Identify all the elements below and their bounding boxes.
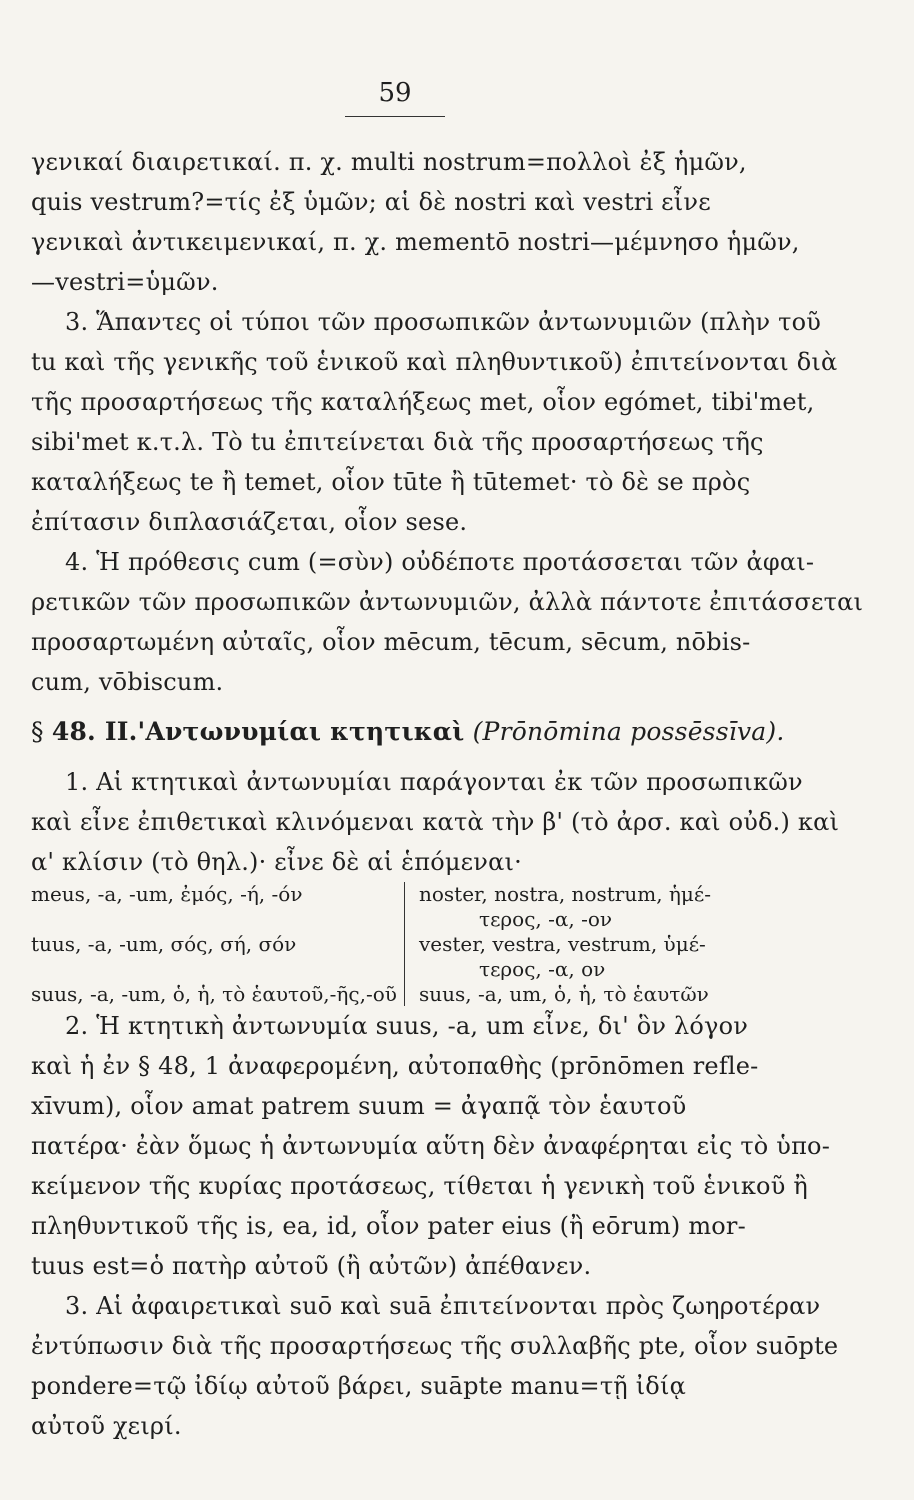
text-line: κείμενον τῆς κυρίας προτάσεως, τίθεται ἡ γενικὴ τοῦ ἑνικοῦ ἢ (31, 1172, 808, 1200)
page-body (31, 142, 864, 1446)
text-line: quis vestrum?=τίς ἐξ ὑμῶν; αἱ δὲ nostri καὶ vestri εἶνε (31, 188, 711, 216)
text-line: ἐντύπωσιν διὰ τῆς προσαρτήσεως τῆς συλλαβῆς pte, οἷον suōpte (31, 1332, 839, 1360)
text-line: xīvum), οἷον amat patrem suum = ἀγαπᾷ τὸν ἑαυτοῦ (31, 1092, 687, 1120)
section-title-latin: (Prōnōmina possēssīva). (472, 717, 785, 746)
text-line: α' κλίσιν (τὸ θηλ.)· εἶνε δὲ αἱ ἑπόμεναι· (31, 848, 522, 876)
form-row-continuation: τερος, -α, -ον (479, 907, 613, 931)
paragraph-2-first-line: 2. Ἡ κτητικὴ ἀντωνυμία suus, -a, um εἶνε, δι' ὃν λόγον (65, 1012, 749, 1040)
paragraph-1-first-line: 1. Αἱ κτητικαὶ ἀντωνυμίαι παράγονται ἐκ τῶν προσωπικῶν (65, 768, 803, 796)
text-line: πατέρα· ἐὰν ὅμως ἡ ἀντωνυμία αὕτη δὲν ἀναφέρηται εἰς τὸ ὑπο- (31, 1132, 831, 1160)
form-row: meus, -a, -um, ἐμός, -ή, -όν (31, 882, 303, 906)
text-line: τῆς προσαρτήσεως τῆς καταλήξεως met, οἷον egómet, tibi'met, (31, 388, 815, 416)
text-line: αὐτοῦ χειρί. (31, 1412, 182, 1440)
forms-plural-column (419, 882, 771, 1007)
form-row-spacer (31, 907, 401, 932)
text-line: καὶ εἶνε ἐπιθετικαὶ κλινόμεναι κατὰ τὴν β' (τὸ ἀρσ. καὶ οὐδ.) καὶ (31, 808, 840, 836)
text-line: πληθυντικοῦ τῆς is, ea, id, οἷον pater eius (ἢ eōrum) mor- (31, 1212, 746, 1240)
text-line: —vestri=ὑμῶν. (31, 268, 219, 296)
text-line: cum, vōbiscum. (31, 668, 224, 696)
form-row: suus, -a, -um, ὁ, ἡ, τὸ ἑαυτοῦ,-ῆς,-οῦ (31, 982, 397, 1006)
text-line: ρετικῶν τῶν προσωπικῶν ἀντωνυμιῶν, ἀλλὰ πάντοτε ἐπιτάσσεται (31, 588, 864, 616)
text-line: tuus est=ὁ πατὴρ αὐτοῦ (ἢ αὐτῶν) ἀπέθανεν. (31, 1252, 592, 1280)
form-row-continuation: τερος, -α, ον (479, 957, 606, 981)
text-line: sibi'met κ.τ.λ. Τὸ tu ἐπιτείνεται διὰ τῆς προσαρτήσεως τῆς (31, 428, 764, 456)
form-row: suus, -a, um, ὁ, ἡ, τὸ ἑαυτῶν (419, 982, 709, 1006)
page-number: 59 (378, 78, 412, 108)
forms-singular-column (31, 882, 401, 1007)
page-number-rule (345, 116, 445, 117)
section-title: 48. II.'Αντωνυμίαι κτητικαὶ (51, 717, 465, 746)
column-divider (404, 882, 405, 1006)
text-line: γενικαὶ ἀντικειμενικαί, π. χ. mementō nostri—μέμνησο ἡμῶν, (31, 228, 800, 256)
paragraph-4-first-line: 4. Ἡ πρόθεσις cum (=σὺν) οὐδέποτε προτάσσεται τῶν ἀφαι- (65, 548, 815, 576)
text-line: tu καὶ τῆς γενικῆς τοῦ ἑνικοῦ καὶ πληθυντικοῦ) ἐπιτείνονται διὰ (31, 348, 838, 376)
form-row: tuus, -a, -um, σός, σή, σόν (31, 932, 297, 956)
text-line: προσαρτωμένη αὐταῖς, οἷον mēcum, tēcum, sēcum, nōbis- (31, 628, 751, 656)
section-sign: § (31, 717, 44, 746)
text-line: καὶ ἡ ἐν § 48, 1 ἀναφερομένη, αὐτοπαθὴς (prōnōmen refle- (31, 1052, 759, 1080)
section-heading (31, 702, 785, 762)
possessive-forms-table (31, 882, 771, 1006)
text-line: καταλήξεως te ἢ temet, οἷον tūte ἢ tūtemet· τὸ δὲ se πρὸς (31, 468, 751, 496)
paragraph-3b-first-line: 3. Αἱ ἀφαιρετικαὶ suō καὶ suā ἐπιτείνονται πρὸς ζωηροτέραν (65, 1292, 821, 1320)
text-line: γενικαί διαιρετικαί. π. χ. multi nostrum=πολλοὶ ἐξ ἡμῶν, (31, 148, 747, 176)
form-row: noster, nostra, nostrum, ἡμέ- (419, 882, 712, 906)
paragraph-3-first-line: 3. Ἅπαντες οἱ τύποι τῶν προσωπικῶν ἀντωνυμιῶν (πλὴν τοῦ (65, 308, 822, 336)
text-line: pondere=τῷ ἰδίῳ αὐτοῦ βάρει, suāpte manu=τῇ ἰδίᾳ (31, 1372, 686, 1400)
form-row-spacer (31, 957, 401, 982)
form-row: vester, vestra, vestrum, ὑμέ- (419, 932, 706, 956)
text-line: ἐπίτασιν διπλασιάζεται, οἷον sese. (31, 508, 468, 536)
